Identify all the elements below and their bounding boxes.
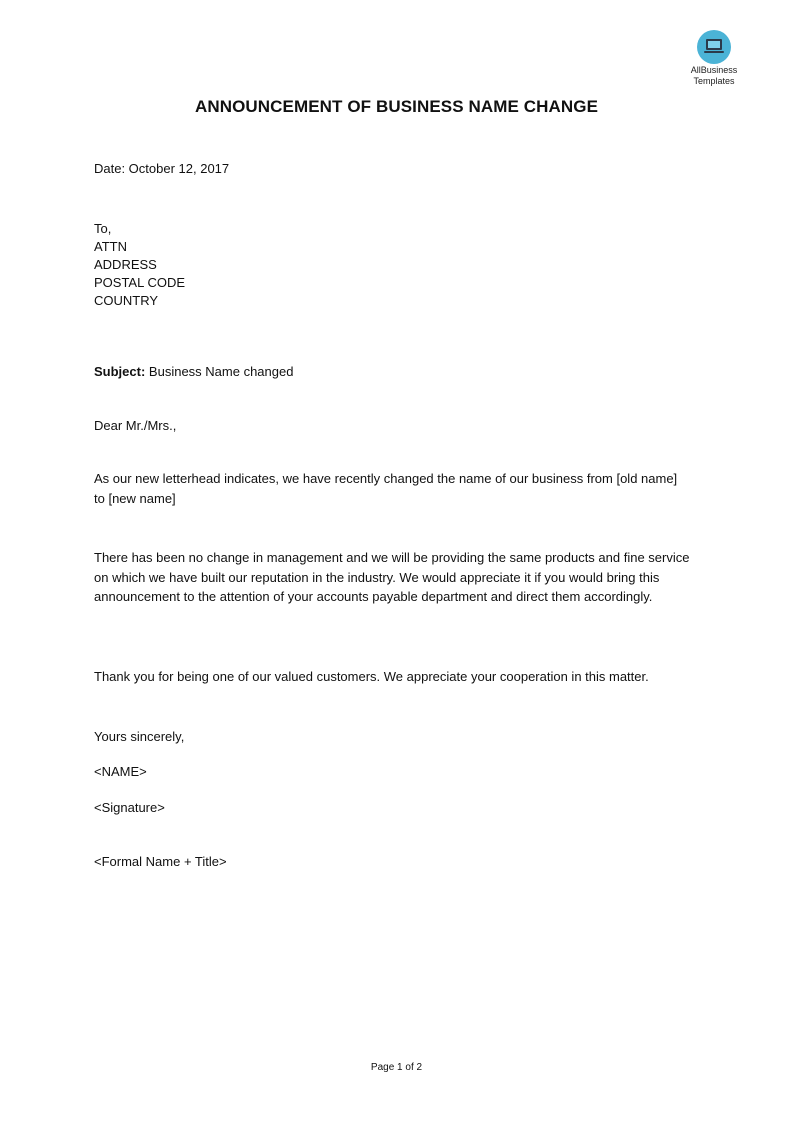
subject-line	[94, 362, 293, 381]
address-address: ADDRESS	[94, 257, 157, 272]
address-attn: ATTN	[94, 239, 127, 254]
date-line: Date: October 12, 2017	[94, 161, 230, 176]
address-country: COUNTRY	[94, 293, 159, 308]
paragraph-2: There has been no change in management and we will be providing the same products and fine service on which we have built our reputation in the industry. We would appreciate it if you would bring this announcement to the attention of your accounts payable department and direct them accordingly.	[94, 550, 690, 604]
logo-badge	[697, 30, 731, 64]
paragraph-1: As our new letterhead indicates, we have recently changed the name of our business from [old name] to [new name]	[94, 471, 678, 506]
document-title: ANNOUNCEMENT OF BUSINESS NAME CHANGE	[194, 97, 599, 116]
subject-label: Subject:	[94, 364, 146, 379]
address-postal-code: POSTAL CODE	[94, 275, 186, 290]
address-to: To,	[94, 221, 112, 236]
formal-name-placeholder: <Formal Name + Title>	[94, 854, 227, 869]
paragraph-3: Thank you for being one of our valued customers. We appreciate your cooperation in this matter.	[94, 669, 649, 684]
salutation: Dear Mr./Mrs.,	[94, 418, 177, 433]
subject-text: Business Name changed	[148, 364, 294, 379]
name-placeholder: <NAME>	[94, 764, 147, 779]
logo-text-line2: Templates	[693, 76, 735, 86]
signature-placeholder: <Signature>	[94, 800, 165, 815]
page-number: Page 1 of 2	[370, 1062, 423, 1073]
laptop-icon	[703, 38, 725, 56]
logo-text-line1: AllBusiness	[690, 65, 738, 75]
closing: Yours sincerely,	[94, 729, 185, 744]
allbusiness-logo	[684, 30, 744, 86]
